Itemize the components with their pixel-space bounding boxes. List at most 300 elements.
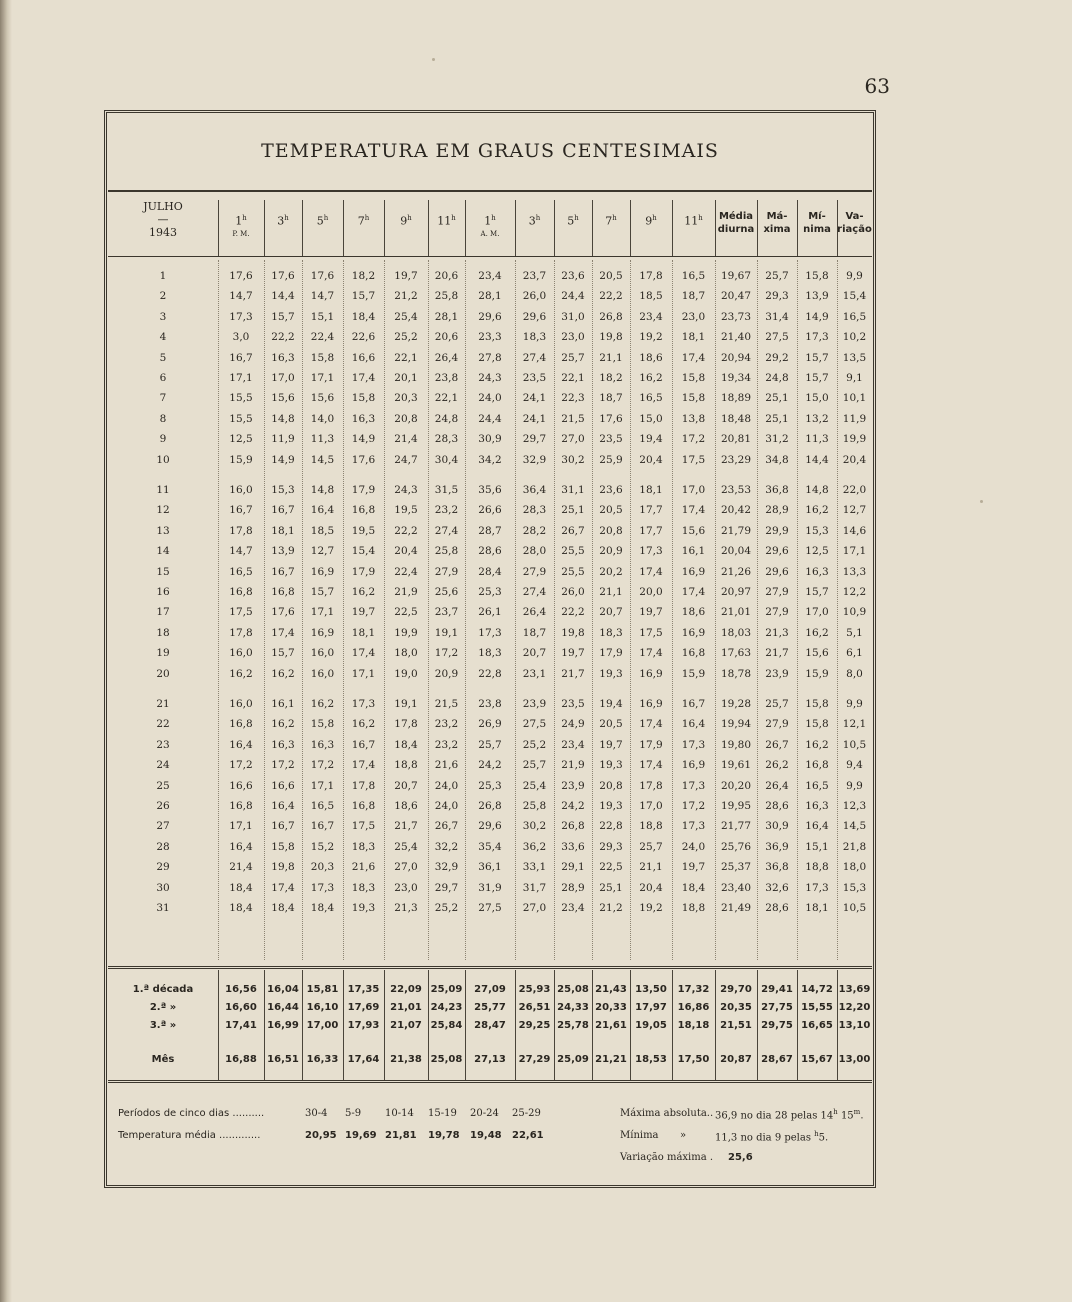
value-cell: 12,5 xyxy=(805,545,829,558)
day-cell: 11 xyxy=(156,484,170,496)
value-cell: 25,8 xyxy=(522,800,547,812)
value-cell: 22,8 xyxy=(478,667,502,680)
value-cell: 18,3 xyxy=(522,331,547,344)
summary-value: 16,04 xyxy=(267,984,299,995)
value-cell: 15,3 xyxy=(805,524,829,537)
value-cell: 17,8 xyxy=(229,524,253,537)
value-cell: 11,9 xyxy=(271,433,295,446)
value-cell: 27,9 xyxy=(522,565,547,578)
value-cell: 21,2 xyxy=(599,902,623,914)
value-cell: 17,1 xyxy=(229,820,253,833)
value-cell: 18,7 xyxy=(522,626,547,639)
value-cell: 17,3 xyxy=(310,881,335,894)
summary-value: 24,33 xyxy=(557,1002,589,1013)
value-cell: 17,2 xyxy=(310,759,335,772)
value-cell: 26,8 xyxy=(561,820,585,833)
value-cell: 25,7 xyxy=(522,759,547,772)
value-cell: 16,9 xyxy=(681,565,706,578)
value-cell: 18,7 xyxy=(681,290,706,303)
value-cell: 19,7 xyxy=(681,861,706,874)
value-cell: 19,8 xyxy=(599,331,623,344)
value-cell: 24,4 xyxy=(478,412,502,425)
value-cell: 25,1 xyxy=(561,504,585,517)
period-range: 30-4 xyxy=(305,1108,328,1119)
value-cell: 19,3 xyxy=(351,902,376,914)
year-label: 1943 xyxy=(149,226,177,239)
value-cell: 26,7 xyxy=(561,524,585,537)
summary-value: 17,00 xyxy=(306,1020,339,1031)
value-cell: 18,2 xyxy=(351,270,376,282)
hour-suffix: h xyxy=(612,214,617,222)
summary-value: 20,33 xyxy=(595,1002,627,1013)
summary-column-rule xyxy=(428,970,429,1080)
value-cell: 15,8 xyxy=(310,351,335,364)
value-cell: 17,1 xyxy=(351,667,376,680)
value-cell: 17,7 xyxy=(639,524,663,537)
value-cell: 14,7 xyxy=(229,290,253,303)
value-cell: 23,53 xyxy=(720,484,752,496)
summary-value: 21,43 xyxy=(595,984,627,995)
value-cell: 15,5 xyxy=(229,392,253,405)
value-cell: 15,3 xyxy=(271,484,295,496)
minimum-value: 11,3 no dia 9 pelas $^h$5. xyxy=(715,1130,829,1144)
column-rule xyxy=(672,200,673,256)
month-label: JULHO xyxy=(143,200,183,213)
day-cell: 15 xyxy=(156,565,170,578)
value-cell: 15,7 xyxy=(805,351,829,364)
value-cell: 24,0 xyxy=(681,840,706,853)
value-cell: 23,8 xyxy=(434,372,459,384)
summary-value: 21,07 xyxy=(390,1020,422,1031)
summary-value: 12,20 xyxy=(838,1002,871,1013)
minimum-mark: » xyxy=(680,1130,687,1141)
value-cell: 16,9 xyxy=(681,626,706,639)
summary-value: 27,29 xyxy=(518,1054,551,1065)
value-cell: 27,9 xyxy=(765,718,789,731)
value-cell: 18,8 xyxy=(394,759,418,772)
summary-value: 20,87 xyxy=(720,1054,752,1065)
value-cell: 20,94 xyxy=(720,351,752,364)
value-cell: 17,1 xyxy=(310,606,335,619)
value-cell: 26,6 xyxy=(478,504,502,517)
value-cell: 23,5 xyxy=(522,372,547,384)
value-cell: 16,5 xyxy=(639,392,663,405)
variacao-header-line: Va- xyxy=(845,211,864,222)
summary-value: 19,05 xyxy=(635,1020,667,1031)
value-cell: 17,1 xyxy=(310,779,335,792)
value-cell: 16,5 xyxy=(681,270,706,282)
value-cell: 19,0 xyxy=(394,667,418,680)
value-cell: 29,9 xyxy=(765,524,789,537)
hour-label xyxy=(384,212,428,228)
value-cell: 12,5 xyxy=(229,433,253,446)
day-cell: 3 xyxy=(159,310,167,323)
table-row xyxy=(108,484,872,504)
value-cell: 25,76 xyxy=(720,840,752,853)
value-cell: 18,1 xyxy=(351,626,376,639)
period-mean: 22,61 xyxy=(512,1130,544,1141)
table-row xyxy=(108,800,872,820)
value-cell: 21,40 xyxy=(720,331,752,344)
summary-value: 17,32 xyxy=(677,984,710,995)
value-cell: 9,1 xyxy=(846,372,863,384)
day-cell: 7 xyxy=(159,392,167,405)
summary-value: 25,93 xyxy=(518,984,551,995)
value-cell: 23,4 xyxy=(561,902,585,914)
day-cell: 6 xyxy=(159,372,167,384)
value-cell: 17,2 xyxy=(229,759,253,772)
hour-number: 7 xyxy=(605,214,613,228)
summary-value: 15,81 xyxy=(306,984,339,995)
value-cell: 25,7 xyxy=(765,270,789,282)
hour-label xyxy=(428,212,465,228)
day-cell: 1 xyxy=(159,270,167,282)
summary-value: 29,25 xyxy=(518,1020,551,1031)
absolute-maximum-label: Máxima absoluta.. xyxy=(620,1108,714,1119)
value-cell: 19,7 xyxy=(639,606,663,619)
value-cell: 20,5 xyxy=(599,718,623,731)
value-cell: 13,2 xyxy=(805,412,829,425)
column-rule xyxy=(384,200,385,256)
column-rule xyxy=(757,200,758,256)
table-row xyxy=(108,311,872,331)
value-cell: 17,3 xyxy=(681,738,706,751)
value-cell: 13,5 xyxy=(842,351,867,364)
minima-header-line: nima xyxy=(803,224,831,235)
value-cell: 13,8 xyxy=(681,412,706,425)
value-cell: 20,9 xyxy=(599,545,623,558)
day-cell: 25 xyxy=(156,779,170,792)
value-cell: 21,1 xyxy=(599,351,623,364)
value-cell: 16,8 xyxy=(351,800,376,812)
table-row xyxy=(108,586,872,606)
value-cell: 16,2 xyxy=(351,718,376,731)
summary-column-rule xyxy=(554,970,555,1080)
value-cell: 20,42 xyxy=(720,504,752,517)
value-cell: 16,2 xyxy=(805,738,829,751)
value-cell: 16,9 xyxy=(639,667,663,680)
value-cell: 24,4 xyxy=(561,290,585,303)
value-cell: 24,0 xyxy=(434,800,459,812)
value-cell: 20,47 xyxy=(720,290,752,303)
table-row xyxy=(108,698,872,718)
value-cell: 16,4 xyxy=(681,718,706,731)
hour-number: 3 xyxy=(277,214,285,228)
value-cell: 20,5 xyxy=(599,270,623,282)
minimum-label: Mínima xyxy=(620,1130,659,1141)
table-row xyxy=(108,668,872,688)
value-cell: 21,3 xyxy=(394,902,418,914)
value-cell: 10,2 xyxy=(842,331,867,344)
summary-label: 1.ª década xyxy=(132,984,194,995)
value-cell: 27,8 xyxy=(478,351,502,364)
value-cell: 22,3 xyxy=(561,392,585,405)
value-cell: 27,4 xyxy=(434,524,459,537)
value-cell: 18,4 xyxy=(351,310,376,323)
value-cell: 16,7 xyxy=(681,698,706,710)
value-cell: 21,01 xyxy=(720,606,752,619)
value-cell: 24,3 xyxy=(478,372,502,384)
value-cell: 36,2 xyxy=(522,840,547,853)
value-cell: 23,2 xyxy=(434,504,459,517)
value-cell: 23,1 xyxy=(522,667,547,680)
column-rule xyxy=(218,200,219,256)
value-cell: 15,8 xyxy=(681,372,706,384)
summary-value: 16,65 xyxy=(801,1020,833,1031)
value-cell: 12,3 xyxy=(842,800,867,812)
value-cell: 21,26 xyxy=(720,565,752,578)
summary-column-rule xyxy=(343,970,344,1080)
table-row xyxy=(108,331,872,351)
value-cell: 32,9 xyxy=(522,453,547,466)
summary-value: 17,50 xyxy=(677,1054,710,1065)
summary-value: 21,51 xyxy=(720,1020,752,1031)
value-cell: 19,9 xyxy=(842,433,867,446)
value-cell: 17,4 xyxy=(351,647,376,660)
value-cell: 21,6 xyxy=(351,861,376,874)
value-cell: 25,4 xyxy=(394,310,418,323)
value-cell: 24,8 xyxy=(434,412,459,425)
value-cell: 15,7 xyxy=(805,372,829,384)
day-cell: 13 xyxy=(156,524,170,537)
summary-value: 25,09 xyxy=(430,984,463,995)
value-cell: 25,6 xyxy=(434,586,459,598)
month-year-header xyxy=(108,200,218,258)
hour-column-header xyxy=(428,212,465,270)
value-cell: 23,5 xyxy=(599,433,623,446)
period-mean: 21,81 xyxy=(385,1130,417,1141)
value-cell: 22,5 xyxy=(599,861,623,874)
value-cell: 17,2 xyxy=(271,759,295,772)
summary-value: 16,10 xyxy=(306,1002,339,1013)
value-cell: 22,2 xyxy=(599,290,623,303)
summary-value: 27,13 xyxy=(474,1054,506,1065)
value-cell: 13,3 xyxy=(842,565,867,578)
table-row xyxy=(108,759,872,779)
summary-separator xyxy=(108,966,872,969)
value-cell: 16,9 xyxy=(310,626,335,639)
value-cell: 22,0 xyxy=(842,484,867,496)
day-cell: 8 xyxy=(159,412,167,425)
value-cell: 20,2 xyxy=(599,565,623,578)
value-cell: 15,7 xyxy=(310,586,335,598)
value-cell: 18,89 xyxy=(720,392,752,405)
summary-value: 25,08 xyxy=(430,1054,463,1065)
value-cell: 16,2 xyxy=(805,626,829,639)
day-cell: 10 xyxy=(156,453,170,466)
hour-column-header xyxy=(554,212,592,270)
value-cell: 19,3 xyxy=(599,800,623,812)
value-cell: 8,0 xyxy=(846,667,863,680)
column-rule xyxy=(797,200,798,256)
summary-value: 13,00 xyxy=(838,1054,871,1065)
value-cell: 26,8 xyxy=(599,310,623,323)
summary-value: 17,69 xyxy=(347,1002,380,1013)
value-cell: 15,6 xyxy=(681,524,706,537)
value-cell: 22,5 xyxy=(394,606,418,619)
summary-column-rule xyxy=(757,970,758,1080)
value-cell: 21,8 xyxy=(842,840,867,853)
value-cell: 16,4 xyxy=(271,800,295,812)
value-cell: 18,3 xyxy=(351,840,376,853)
hour-suffix: h xyxy=(451,214,456,222)
column-rule xyxy=(715,200,716,256)
value-cell: 26,8 xyxy=(478,800,502,812)
summary-value: 25,78 xyxy=(557,1020,589,1031)
summary-column-rule xyxy=(264,970,265,1080)
column-rule xyxy=(428,200,429,256)
value-cell: 16,4 xyxy=(229,738,253,751)
value-cell: 19,3 xyxy=(599,667,623,680)
value-cell: 30,2 xyxy=(522,820,547,833)
day-cell: 5 xyxy=(159,351,167,364)
value-cell: 20,6 xyxy=(434,331,459,344)
value-cell: 24,7 xyxy=(394,453,418,466)
value-cell: 13,9 xyxy=(271,545,295,558)
value-cell: 16,5 xyxy=(842,310,867,323)
value-cell: 25,2 xyxy=(394,331,418,344)
value-cell: 14,9 xyxy=(271,453,295,466)
value-cell: 23,0 xyxy=(681,310,706,323)
value-cell: 23,7 xyxy=(434,606,459,619)
value-cell: 16,8 xyxy=(805,759,829,772)
value-cell: 18,4 xyxy=(310,902,335,914)
value-cell: 20,4 xyxy=(394,545,418,558)
value-cell: 15,7 xyxy=(805,586,829,598)
summary-value: 18,53 xyxy=(635,1054,667,1065)
column-rule xyxy=(302,200,303,256)
table-row xyxy=(108,392,872,412)
value-cell: 18,4 xyxy=(394,738,418,751)
summary-value: 29,41 xyxy=(761,984,793,995)
maximum-variation-label: Variação máxima . xyxy=(620,1152,714,1163)
column-rule xyxy=(592,200,593,256)
value-cell: 36,8 xyxy=(765,861,789,874)
value-cell: 26,7 xyxy=(434,820,459,833)
value-cell: 18,6 xyxy=(681,606,706,619)
value-cell: 21,6 xyxy=(434,759,459,772)
value-cell: 17,8 xyxy=(639,270,663,282)
value-cell: 14,6 xyxy=(842,524,867,537)
value-cell: 16,5 xyxy=(805,779,829,792)
value-cell: 17,4 xyxy=(639,565,663,578)
value-cell: 22,4 xyxy=(394,565,418,578)
value-cell: 16,2 xyxy=(351,586,376,598)
value-cell: 16,7 xyxy=(229,351,253,364)
value-cell: 26,9 xyxy=(478,718,502,731)
value-cell: 18,0 xyxy=(842,861,867,874)
table-row xyxy=(108,902,872,922)
period-mean: 20,95 xyxy=(305,1130,337,1141)
value-cell: 24,9 xyxy=(561,718,585,731)
value-cell: 18,03 xyxy=(720,626,752,639)
summary-column-rule xyxy=(302,970,303,1080)
value-cell: 20,3 xyxy=(394,392,418,405)
value-cell: 17,1 xyxy=(842,545,867,558)
paper-stain xyxy=(980,500,983,503)
maximum-variation-value: 25,6 xyxy=(728,1152,753,1163)
value-cell: 16,4 xyxy=(229,840,253,853)
value-cell: 17,0 xyxy=(639,800,663,812)
hour-suffix: h xyxy=(407,214,412,222)
value-cell: 18,8 xyxy=(681,902,706,914)
value-cell: 28,1 xyxy=(478,290,502,303)
hour-number: 1 xyxy=(484,214,492,228)
value-cell: 17,4 xyxy=(639,647,663,660)
value-cell: 16,8 xyxy=(681,647,706,660)
day-cell: 4 xyxy=(159,331,167,344)
value-cell: 16,3 xyxy=(805,800,829,812)
value-cell: 20,4 xyxy=(639,453,663,466)
value-cell: 19,7 xyxy=(394,270,418,282)
value-cell: 29,1 xyxy=(561,861,585,874)
variacao-header-line: riação xyxy=(837,224,872,235)
value-cell: 17,0 xyxy=(271,372,295,384)
hour-suffix: h xyxy=(242,214,247,222)
value-cell: 27,9 xyxy=(765,586,789,598)
value-cell: 15,6 xyxy=(310,392,335,405)
value-cell: 17,4 xyxy=(351,759,376,772)
day-cell: 30 xyxy=(156,881,170,894)
value-cell: 19,28 xyxy=(720,698,752,710)
value-cell: 18,6 xyxy=(394,800,418,812)
value-cell: 17,8 xyxy=(394,718,418,731)
value-cell: 33,1 xyxy=(522,861,547,874)
summary-column-rule xyxy=(797,970,798,1080)
value-cell: 32,2 xyxy=(434,840,459,853)
value-cell: 14,4 xyxy=(271,290,295,303)
day-cell: 26 xyxy=(156,800,170,812)
value-cell: 25,2 xyxy=(522,738,547,751)
value-cell: 17,3 xyxy=(639,545,663,558)
value-cell: 9,9 xyxy=(846,270,863,282)
value-cell: 26,4 xyxy=(765,779,789,792)
period-range: 5-9 xyxy=(345,1108,362,1119)
hour-suffix: h xyxy=(323,214,329,222)
table-title: TEMPERATURA EM GRAUS CENTESIMAIS xyxy=(261,140,719,162)
hour-label xyxy=(630,212,672,228)
summary-value: 25,09 xyxy=(557,1054,589,1065)
day-cell: 19 xyxy=(156,647,170,660)
summary-value: 25,08 xyxy=(557,984,589,995)
hour-suffix: h xyxy=(574,214,579,222)
value-cell: 30,2 xyxy=(561,453,585,466)
summary-value: 26,51 xyxy=(518,1002,551,1013)
media-column-header xyxy=(715,210,757,268)
value-cell: 28,1 xyxy=(434,310,459,323)
value-cell: 16,9 xyxy=(681,759,706,772)
value-cell: 15,8 xyxy=(271,840,295,853)
table-row xyxy=(108,780,872,800)
value-cell: 18,8 xyxy=(639,820,663,833)
value-cell: 18,5 xyxy=(639,290,663,303)
value-cell: 11,3 xyxy=(805,433,829,446)
value-cell: 16,8 xyxy=(351,504,376,517)
value-cell: 16,5 xyxy=(310,800,335,812)
value-cell: 27,5 xyxy=(765,331,789,344)
value-cell: 20,8 xyxy=(599,524,623,537)
value-cell: 14,5 xyxy=(310,453,335,466)
value-cell: 10,5 xyxy=(842,738,867,751)
value-cell: 20,0 xyxy=(639,586,663,598)
hour-column-header xyxy=(384,212,428,270)
summary-value: 29,70 xyxy=(720,984,752,995)
summary-value: 29,75 xyxy=(761,1020,793,1031)
value-cell: 19,8 xyxy=(561,626,585,639)
value-cell: 12,7 xyxy=(842,504,867,517)
value-cell: 20,97 xyxy=(720,586,752,598)
summary-value: 25,77 xyxy=(474,1002,506,1013)
